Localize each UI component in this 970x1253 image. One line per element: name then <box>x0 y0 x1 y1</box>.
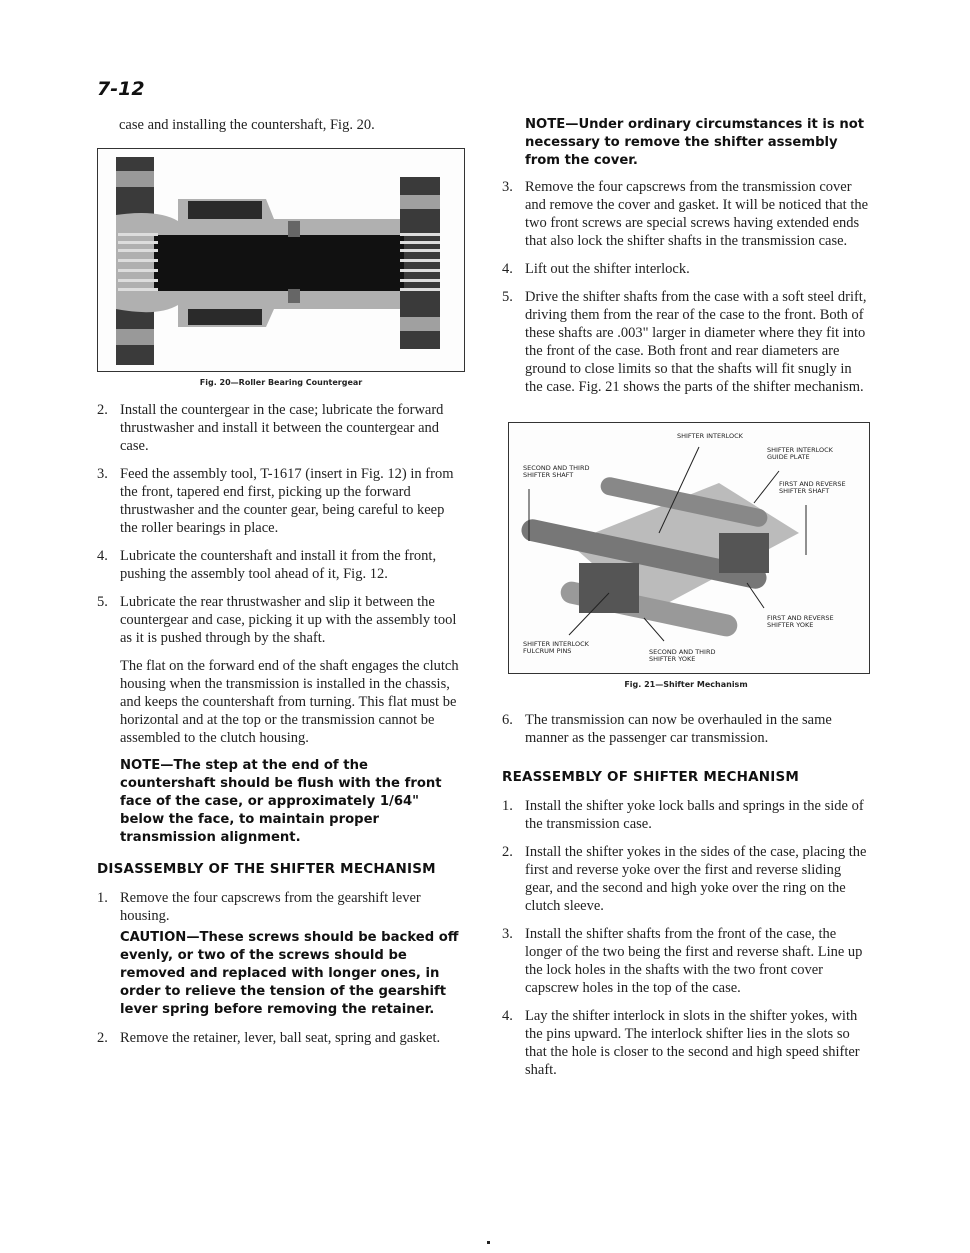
step-item: 2. Remove the retainer, lever, ball seat, spring and gasket. <box>97 1030 441 1046</box>
left-column <box>97 116 465 1057</box>
note-cover: NOTE—Under ordinary circumstances it is not necessary to remove the shifter assembly from the cover. <box>525 117 865 168</box>
label-shifter-interlock: SHIFTER INTERLOCK <box>677 432 743 440</box>
step-item: 5. Lubricate the rear thrustwasher and slip it between the countergear and case, picking it up with the assembly tool as it is pushed through by the shaft. <box>97 594 457 646</box>
label-second-third-yoke: SECOND AND THIRD SHIFTER YOKE <box>649 648 716 663</box>
step-item: 3. Install the shifter shafts from the front of the case, the longer of the two being the first and reverse shaft. Line up the lock holes in the shafts with the two front cover capscrew holes in the top of the case. <box>502 926 863 996</box>
page-mark <box>487 1241 490 1244</box>
label-first-reverse-yoke: FIRST AND REVERSE SHIFTER YOKE <box>767 614 834 629</box>
step-item: 5. Drive the shifter shafts from the case with a soft steel drift, driving them from the rear of the case to the front. Both of these shafts are .003" larger in diameter where they fit into the front of the case. Both front and rear diameters are ground to close limits so that the shafts will fit snugly in the case. Fig. 21 shows the parts of the shifter mechanism. <box>502 289 867 395</box>
step-item: 2. Install the countergear in the case; lubricate the forward thrustwasher and install it between the countergear and case. <box>97 402 444 454</box>
step-item: 1. Remove the four capscrews from the gearshift lever housing. <box>97 890 421 924</box>
label-fulcrum-pins: SHIFTER INTERLOCK FULCRUM PINS <box>523 640 589 655</box>
label-guide-plate: SHIFTER INTERLOCK GUIDE PLATE <box>767 446 833 461</box>
caution-note: CAUTION—These screws should be backed off evenly, or two of the screws should be removed and replaced with longer ones, in order to relieve the tension of the gearshift lever spring before removing the retainer. <box>120 930 459 1017</box>
figure-21-shifter-mechanism <box>508 422 870 674</box>
steps-list-b <box>502 178 870 396</box>
step-item: 2. Install the shifter yokes in the sides of the case, placing the first and reverse yoke over the first and reverse sliding gear, and the second and high yoke over the ring on the clutch sleeve. <box>502 844 867 914</box>
countergear-illustration <box>98 149 463 370</box>
step-item: 4. Lift out the shifter interlock. <box>502 261 690 277</box>
figure-21-caption: Fig. 21—Shifter Mechanism <box>624 680 748 689</box>
note-countershaft-step: NOTE—The step at the end of the countershaft should be flush with the front face of the case, or approximately 1/64" below the face, to maintain proper transmission alignment. <box>120 758 442 845</box>
step-item: 3. Remove the four capscrews from the transmission cover and remove the cover and gasket. It will be noticed that the two front screws are special screws having extended ends that also lock the shifter shafts in the transmission case. <box>502 179 869 249</box>
figure-20-caption: Fig. 20—Roller Bearing Countergear <box>199 378 363 387</box>
heading-disassembly: DISASSEMBLY OF THE SHIFTER MECHANISM <box>97 861 436 877</box>
step-item: 4. Lubricate the countershaft and install it from the front, pushing the assembly tool ahead of it, Fig. 12. <box>97 548 437 582</box>
heading-reassembly: REASSEMBLY OF SHIFTER MECHANISM <box>502 769 800 785</box>
step-item: 4. Lay the shifter interlock in slots in the shifter yokes, with the pins upward. The interlock shifter lies in the slots so that the hole is closer to the second and high speed shifter shaft. <box>502 1008 860 1078</box>
page-number: 7-12 <box>97 78 145 100</box>
step-item: 1. Install the shifter yoke lock balls and springs in the side of the transmission case. <box>502 798 864 832</box>
step-item: 3. Feed the assembly tool, T-1617 (insert in Fig. 12) in from the front, tapered end first, picking up the forward thrustwasher and the counter gear, being careful to keep the roller bearings in place. <box>97 466 454 536</box>
steps-list-a <box>97 401 465 647</box>
label-first-reverse-shaft: FIRST AND REVERSE SHIFTER SHAFT <box>779 480 846 495</box>
figure-20-countergear <box>97 148 465 372</box>
right-column <box>502 116 870 1089</box>
steps-list-reassembly <box>502 797 870 1079</box>
flat-paragraph: The flat on the forward end of the shaft engages the clutch housing when the transmission is installed in the chassis, and keeps the countershaft from turning. This flat must be horizontal and at the top or the transmission cannot be assembled to the clutch housing. <box>120 658 459 746</box>
label-second-third-shaft: SECOND AND THIRD SHIFTER SHAFT <box>523 464 590 479</box>
step-item: 6. The transmission can now be overhauled in the same manner as the passenger car transmission. <box>502 712 832 746</box>
intro-text: case and installing the countershaft, Fig. 20. <box>119 117 375 133</box>
